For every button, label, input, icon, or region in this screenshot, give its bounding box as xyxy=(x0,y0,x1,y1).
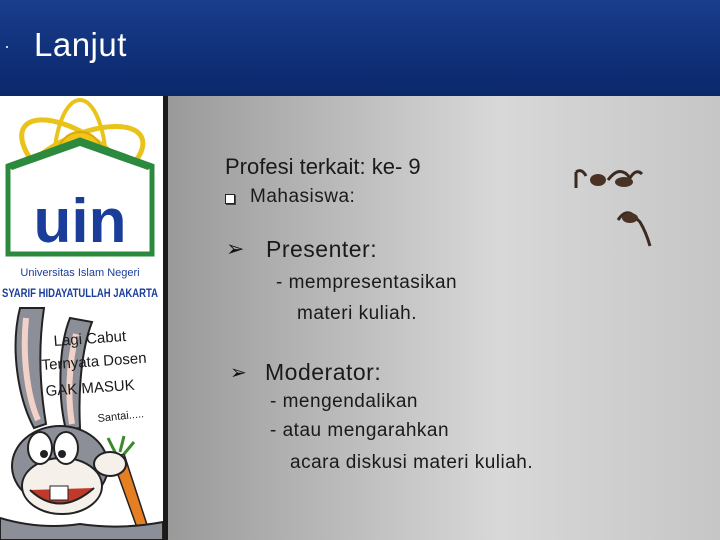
moderator-line-3: acara diskusi materi kuliah. xyxy=(290,452,534,473)
arrow-bullet-icon: ➢ xyxy=(226,236,245,261)
logo-line-1: Universitas Islam Negeri xyxy=(20,267,140,279)
uin-logo xyxy=(0,96,163,308)
checkbox-bullet-icon xyxy=(225,194,235,204)
moderator-label: Moderator: xyxy=(265,359,382,385)
content-panel xyxy=(163,96,720,540)
presenter-label: Presenter: xyxy=(266,236,378,262)
arrow-bullet-icon: ➢ xyxy=(230,362,247,384)
presenter-line-1: - mempresentasikan xyxy=(276,272,458,293)
logo-wordmark: uin xyxy=(33,187,127,256)
cartoon-line-1: Lagi Cabut xyxy=(53,327,127,350)
slide-title: Lanjut xyxy=(34,26,127,63)
cartoon-line-3: GAK MASUK xyxy=(45,376,136,400)
logo-line-2: SYARIF HIDAYATULLAH JAKARTA xyxy=(2,286,159,300)
dot-marker xyxy=(6,46,8,48)
cartoon-line-4: Santai..... xyxy=(97,408,145,425)
cartoon-line-2: Ternyata Dosen xyxy=(41,349,148,374)
slide-heading: Profesi terkait: ke- 9 xyxy=(225,154,421,179)
birds-illustration xyxy=(568,160,688,254)
moderator-line-1: - mengendalikan xyxy=(270,391,418,412)
left-panel xyxy=(0,96,163,540)
bugs-bunny-cartoon xyxy=(0,308,163,540)
slide-header xyxy=(0,0,720,96)
mahasiswa-label: Mahasiswa: xyxy=(250,186,356,207)
moderator-line-2: - atau mengarahkan xyxy=(270,420,450,441)
presenter-line-2: materi kuliah. xyxy=(297,303,417,324)
